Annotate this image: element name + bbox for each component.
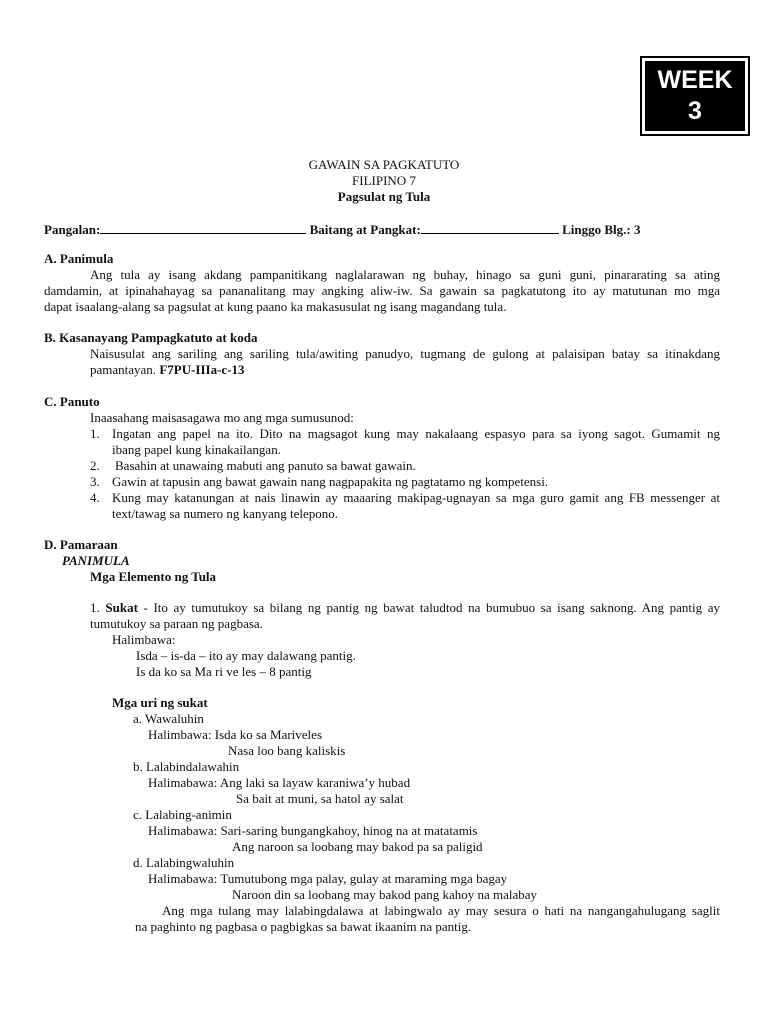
type-b-example-2: Sa bait at muni, sa hatol ay salat	[236, 791, 404, 806]
section-d-title: D. Pamaraan	[44, 537, 118, 552]
type-d-example-1: Halimabawa: Tumutubong mga palay, gulay at maraming mga bagay	[148, 871, 508, 886]
header-subject: FILIPINO 7	[352, 173, 416, 188]
type-d-example-2: Naroon din sa loobang may bakod pang kahoy na malabay	[232, 887, 538, 902]
week-number-label: Linggo Blg.: 3	[562, 222, 641, 237]
instruction-3: Gawin at tapusin ang bawat gawain nang nagpapakita ng pagtatamo ng kompetensi.	[112, 474, 549, 489]
instruction-2: Basahin at unawaing mabuti ang panuto sa bawat gawain.	[115, 458, 416, 473]
week-number: 3	[688, 97, 702, 125]
header-topic: Pagsulat ng Tula	[337, 189, 431, 204]
type-a-label: a. Wawaluhin	[133, 711, 204, 726]
section-b-line-1: Naisusulat ang sariling ang sariling tula/awiting panudyo, tugmang de gulong at palaisipan batay sa itinakdang	[90, 346, 720, 361]
sukat-number: 1.	[90, 600, 100, 615]
type-d-label: d. Lalabingwaluhin	[133, 855, 235, 870]
name-blank[interactable]	[100, 222, 306, 234]
instruction-number-2: 2.	[90, 458, 100, 473]
example-label: Halimbawa:	[112, 632, 176, 647]
week-badge-inner	[645, 61, 745, 131]
sukat-line-2: tumutukoy sa paraan ng pagbasa.	[90, 616, 263, 631]
closing-line-2: na paghinto ng pagbasa o pagbigkas sa bawat ikaanim na pantig.	[135, 919, 472, 934]
type-c-example-1: Halimabawa: Sari-saring bungangkahoy, hinog na at matatamis	[148, 823, 478, 838]
section-c-intro: Inaasahang maisasagawa mo ang mga sumusunod:	[90, 410, 354, 425]
grade-blank[interactable]	[421, 222, 559, 234]
closing-line-1: Ang mga tulang may lalabingdalawa at labingwalo ay may sesura o hati na nangangahulugang saglit	[162, 903, 720, 918]
example-2: Is da ko sa Ma ri ve les – 8 pantig	[136, 664, 312, 679]
section-a-line-2: damdamin, at ipinahahayag sa pananalitang may angking aliw-iw. Sa gawain sa pagkatutong ito ay matutunan mo mga	[44, 283, 720, 298]
instruction-4-line-2: text/tawag sa numero ng kanyang telepono.	[112, 506, 338, 521]
type-a-example-2: Nasa loo bang kaliskis	[228, 743, 346, 758]
type-c-example-2: Ang naroon sa loobang may bakod pa sa paligid	[232, 839, 483, 854]
instruction-number-3: 3.	[90, 474, 100, 489]
type-c-label: c. Lalabing-animin	[133, 807, 232, 822]
elements-heading: Mga Elemento ng Tula	[90, 569, 217, 584]
sukat-line-1	[90, 600, 720, 616]
week-label: WEEK	[657, 66, 733, 94]
section-a-line-3: dapat isaalang-alang sa pagsulat at kung paano ka makasusulat ng isang magandang tula.	[44, 299, 507, 314]
instruction-number-1: 1.	[90, 426, 100, 441]
section-a-title: A. Panimula	[44, 251, 114, 266]
type-b-label: b. Lalabindalawahin	[133, 759, 240, 774]
sukat-definition: - Ito ay tumutukoy sa bilang ng pantig ng bawat taludtod na bumubuo sa isang saknong. Ang pantig ay	[143, 600, 721, 615]
grade-label: Baitang at Pangkat:	[309, 222, 421, 237]
info-line	[44, 222, 640, 238]
section-a-line-1: Ang tula ay isang akdang pampanitikang naglalarawan ng buhay, hinago sa guni guni, pinararating sa ating	[90, 267, 720, 282]
section-b-title: B. Kasanayang Pampagkatuto at koda	[44, 330, 258, 345]
sukat-term: Sukat	[105, 600, 138, 615]
instruction-number-4: 4.	[90, 490, 100, 505]
instruction-1-line-1: Ingatan ang papel na ito. Dito na magsagot kung may nakalaang espasyo para sa iyong sagot. Gumamit ng	[112, 426, 720, 441]
instruction-4-line-1: Kung may katanungan at nais linawin ay maaaring makipag-ugnayan sa mga guro gamit ang FB messenger at	[112, 490, 720, 505]
section-d-subheading: PANIMULA	[62, 553, 130, 568]
name-label: Pangalan:	[44, 222, 101, 237]
instruction-1-line-2: ibang papel kung kinakailangan.	[112, 442, 281, 457]
types-heading: Mga uri ng sukat	[112, 695, 208, 710]
section-b-line-2	[90, 362, 245, 378]
type-a-example-1: Halimbawa: Isda ko sa Mariveles	[148, 727, 323, 742]
header-title: GAWAIN SA PAGKATUTO	[308, 157, 460, 172]
example-1: Isda – is-da – ito ay may dalawang pantig.	[136, 648, 356, 663]
competency-code: F7PU-IIIa-c-13	[159, 362, 245, 377]
week-badge	[640, 56, 750, 136]
section-c-title: C. Panuto	[44, 394, 100, 409]
section-b-text: pamantayan.	[90, 362, 157, 377]
type-b-example-1: Halimabawa: Ang laki sa layaw karaniwa’y hubad	[148, 775, 411, 790]
